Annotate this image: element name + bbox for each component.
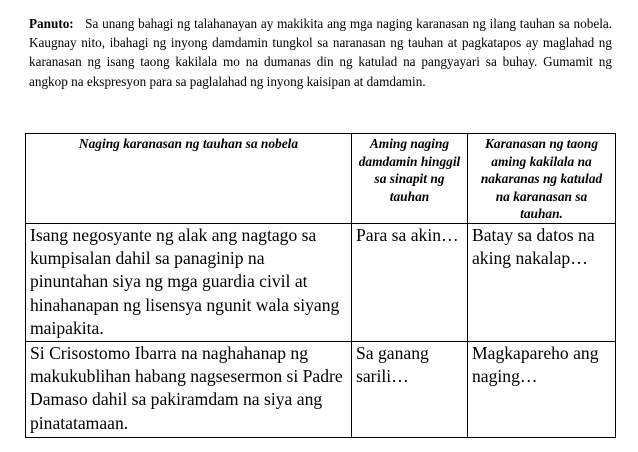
header-our-feelings: Aming naging damdamin hinggil sa sinapit ng tauhan bbox=[352, 134, 468, 224]
row-1-feelings-cell[interactable]: Para sa akin… bbox=[352, 223, 468, 341]
row-1-experience-cell: Isang negosyante ng alak ang nagtago sa kumpisalan dahil sa panaginip na pinuntahan siya ng mga guardia civil at hinahanapan ng lisensya ngunit wala siyang maipakita. bbox=[26, 223, 352, 341]
activity-table bbox=[25, 133, 616, 438]
table-row bbox=[26, 341, 616, 437]
instructions-label: Panuto: bbox=[29, 16, 74, 31]
instructions-paragraph bbox=[29, 14, 612, 91]
instructions-text: Sa unang bahagi ng talahanayan ay makikita ang mga naging karanasan ng ilang tauhan sa nobela. Kaugnay nito, ibahagi ng inyong damdamin tungkol sa naranasan ng tauhan at pagkatapos ay maglahad ng karanasan ng isang taong kakilala mo na dumanas din ng katulad na pangyayari sa buhay. Gumamit ng angkop na ekspresyon para sa paglalahad ng inyong kaisipan at damdamin. bbox=[29, 16, 613, 89]
table-row bbox=[26, 223, 616, 341]
row-2-acquaintance-cell[interactable]: Magkapareho ang naging… bbox=[468, 341, 616, 437]
row-1-acquaintance-cell[interactable]: Batay sa datos na aking nakalap… bbox=[468, 223, 616, 341]
row-2-experience-cell: Si Crisostomo Ibarra na naghahanap ng makukublihan habang nagsesermon si Padre Damaso dahil sa pakiramdam na siya ang pinatatamaan. bbox=[26, 341, 352, 437]
header-acquaintance-experience: Karanasan ng taong aming kakilala na nakaranas ng katulad na karanasan sa tauhan. bbox=[468, 134, 616, 224]
header-character-experience: Naging karanasan ng tauhan sa nobela bbox=[26, 134, 352, 224]
row-2-feelings-cell[interactable]: Sa ganang sarili… bbox=[352, 341, 468, 437]
table-header-row bbox=[26, 134, 616, 224]
